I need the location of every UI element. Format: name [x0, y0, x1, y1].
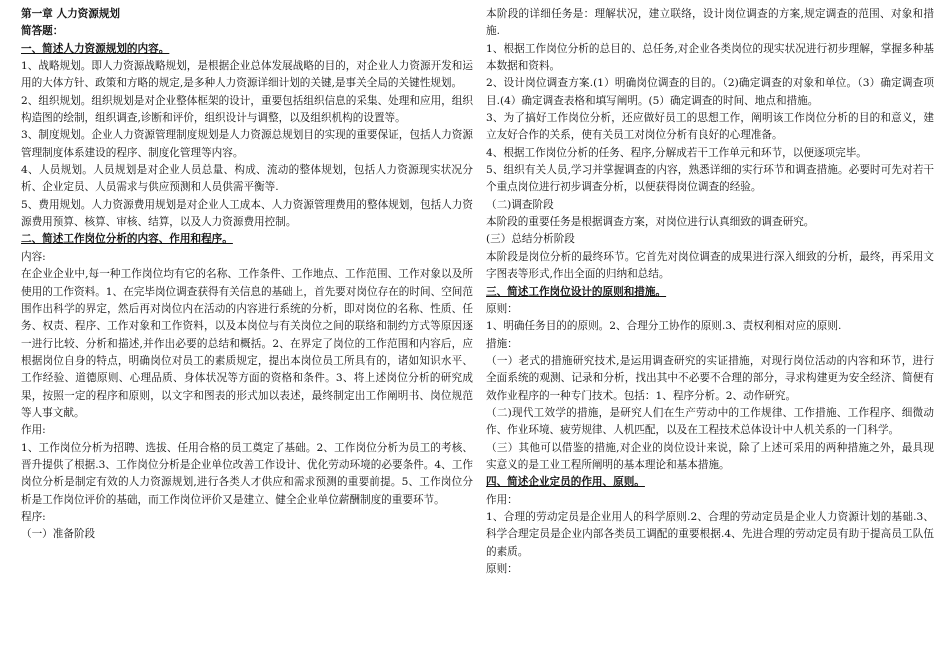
qa-heading: 简答题： — [21, 25, 64, 38]
q4-effect-text: 1、合理的劳动定员是企业用人的科学原则.2、合理的劳动定员是企业人力资源计划的基础.3、科学合理定员是企业内部各类员工调配的重要根据.4、先进合理的劳动定员有助于提高员工队伍的素质。 — [486, 510, 934, 558]
effect-label: 作用: — [21, 424, 46, 437]
stage-2-text: 本阶段的重要任务是根据调查方案，对岗位进行认真细致的调查研究。 — [486, 216, 815, 229]
q4-principle-label: 原则： — [486, 563, 518, 575]
effect-text: 1、工作岗位分析为招聘、选拔、任用合格的员工奠定了基础。2、工作岗位分析为员工的考核、晋升提供了根据.3、工作岗位分析是企业单位改善工作设计、优化劳动环境的必要条件。4、工作岗位分析是制定有效的人力资源规划,进行各类人才供应和需求预测的重要前提。5、工作岗位分析是工作岗位评价的基础，而工作岗位评价又是建立、健全企业单位薪酬制度的重要环节。 — [21, 441, 473, 506]
principle-label: 原则： — [486, 302, 518, 315]
stage-1-item: 2、设计岗位调查方案.(1）明确岗位调查的目的。（2)确定调查的对象和单位。（3）确定调查项目.(4）确定调查表格和填写阐明。(5）确定调查的时间、地点和措施。 — [486, 77, 934, 107]
stage-1-item: 1、根据工作岗位分析的总目的、总任务,对企业各类岗位的现实状况进行初步理解，掌握多种基本数据和资料。 — [486, 42, 934, 73]
stage-1-item: 4、根据工作岗位分析的任务、程序,分解成若干工作单元和环节，以便逐项完毕。 — [486, 146, 867, 159]
stage-3-text: 本阶段是岗位分析的最终环节。它首先对岗位调查的成果进行深入细致的分析，最终，再采用文字图表等形式,作出全面的归纳和总结。 — [486, 250, 934, 281]
q1-item-strategy: 1、战略规划。即人力资源战略规划，是根据企业总体发展战略的目的，对企业人力资源开发和运用的大体方针、政策和方略的规定,是多种人力资源详细计划的关键,是事关全局的关键性规划。 — [21, 60, 473, 90]
stage-1-title: （一）准备阶段 — [21, 528, 96, 541]
question-3-title: 三、简述工作岗位设计的原则和措施。 — [486, 285, 667, 298]
chapter-title: 第一章 人力资源规划 — [21, 8, 121, 20]
stage-1-item: 3、为了搞好工作岗位分析，还应做好员工的思想工作，阐明该工作岗位分析的目的和意义，建立友好合作的关系，使有关员工对岗位分析有良好的心理准备。 — [486, 112, 934, 142]
measure-item: （二)现代工效学的措施，是研究人们在生产劳动中的工作规律、工作措施、工作程序、细微动作、作业环境、疲劳规律、人机匹配，以及在工程技术总体设计中人机关系的一门科学。 — [486, 406, 934, 437]
q1-item-system: 3、制度规划。企业人力资源管理制度规划是人力资源总规划目的实现的重要保证，包括人力资源管理制度体系建设的程序、制度化管理等内容。 — [21, 129, 473, 159]
measure-item: （一）老式的措施研究技术,是运用调查研究的实证措施，对现行岗位活动的内容和环节，进行全面系统的观测、记录和分析，找出其中不必要不合理的部分，寻求构建更为安全经济、简便有效作业程序的一种专门技术。包括：1、程序分析。2、动作研究。 — [486, 354, 934, 402]
question-1-title: 一、简述人力资源规划的内容。 — [21, 42, 170, 55]
left-column — [21, 6, 473, 544]
measure-label: 措施： — [486, 337, 518, 350]
content-label: 内容: — [21, 250, 46, 263]
measure-item: （三）其他可以借鉴的措施,对企业的岗位设计来说，除了上述可采用的两种措施之外，最具现实意义的是工业工程所阐明的基本理论和基本措施。 — [486, 441, 934, 471]
stage-1-intro: 本阶段的详细任务是：理解状况，建立联络，设计岗位调查的方案,规定调查的范围、对象和措施. — [486, 8, 934, 38]
principle-text: 1、明确任务目的的原则。2、合理分工协作的原则.3、责权利相对应的原则. — [486, 320, 842, 333]
procedure-label: 程序: — [21, 510, 46, 523]
stage-3-title: (三）总结分析阶段 — [486, 233, 575, 246]
q1-item-organization: 2、组织规划。组织规划是对企业整体框架的设计，重要包括组织信息的采集、处理和应用，组织构造图的绘制，组织调查,诊断和评价，组织设计与调整，以及组织机构的设置等。 — [21, 94, 473, 125]
right-column — [486, 6, 934, 578]
content-text: 在企业企业中,每一种工作岗位均有它的名称、工作条件、工作地点、工作范围、工作对象以及所使用的工作资料。1、在完毕岗位调查获得有关信息的基础上，首先要对岗位存在的时间、空间范围作出科学的界定，然后再对岗位内在活动的内容进行系统的分析，即对岗位的名称、性质、任务、权责、程序、工作对象和工作资料，以及本岗位与有关岗位之间的联络和制约方式等原因逐一进行比较、分析和描述,并作出必要的总结和概括。2、在界定了岗位的工作范围和内容后，应根据岗位自身的特点，明确岗位对员工的素质规定，提出本岗位员工所具有的，诸如知识水平、工作经验、道德原则、心理品质、身体状况等方面的资格和条件。3、将上述岗位分析的研究成果，按照一定的程序和原则，以文字和图表的形式加以表述，最终制定出工作阐明书、岗位规范等人事文献。 — [21, 268, 473, 419]
q1-item-personnel: 4、人员规划。人员规划是对企业人员总量、构成、流动的整体规划，包括人力资源现实状况分析、企业定员、人员需求与供应预测和人员供需平衡等. — [21, 164, 473, 194]
q1-item-cost: 5、费用规划。人力资源费用规划是对企业人工成本、人力资源管理费用的整体规划，包括人力资源费用预算、核算、审核、结算，以及人力资源费用控制。 — [21, 198, 473, 229]
stage-2-title: （二)调查阶段 — [486, 198, 554, 211]
question-2-title: 二、简述工作岗位分析的内容、作用和程序。 — [21, 233, 233, 246]
stage-1-item: 5、组织有关人员,学习并掌握调查的内容，熟悉详细的实行环节和调查措施。必要时可先对若干个重点岗位进行初步调查分析，以便获得岗位调查的经验。 — [486, 164, 934, 194]
q4-effect-label: 作用： — [486, 493, 518, 506]
question-4-title: 四、简述企业定员的作用、原则。 — [486, 476, 645, 489]
